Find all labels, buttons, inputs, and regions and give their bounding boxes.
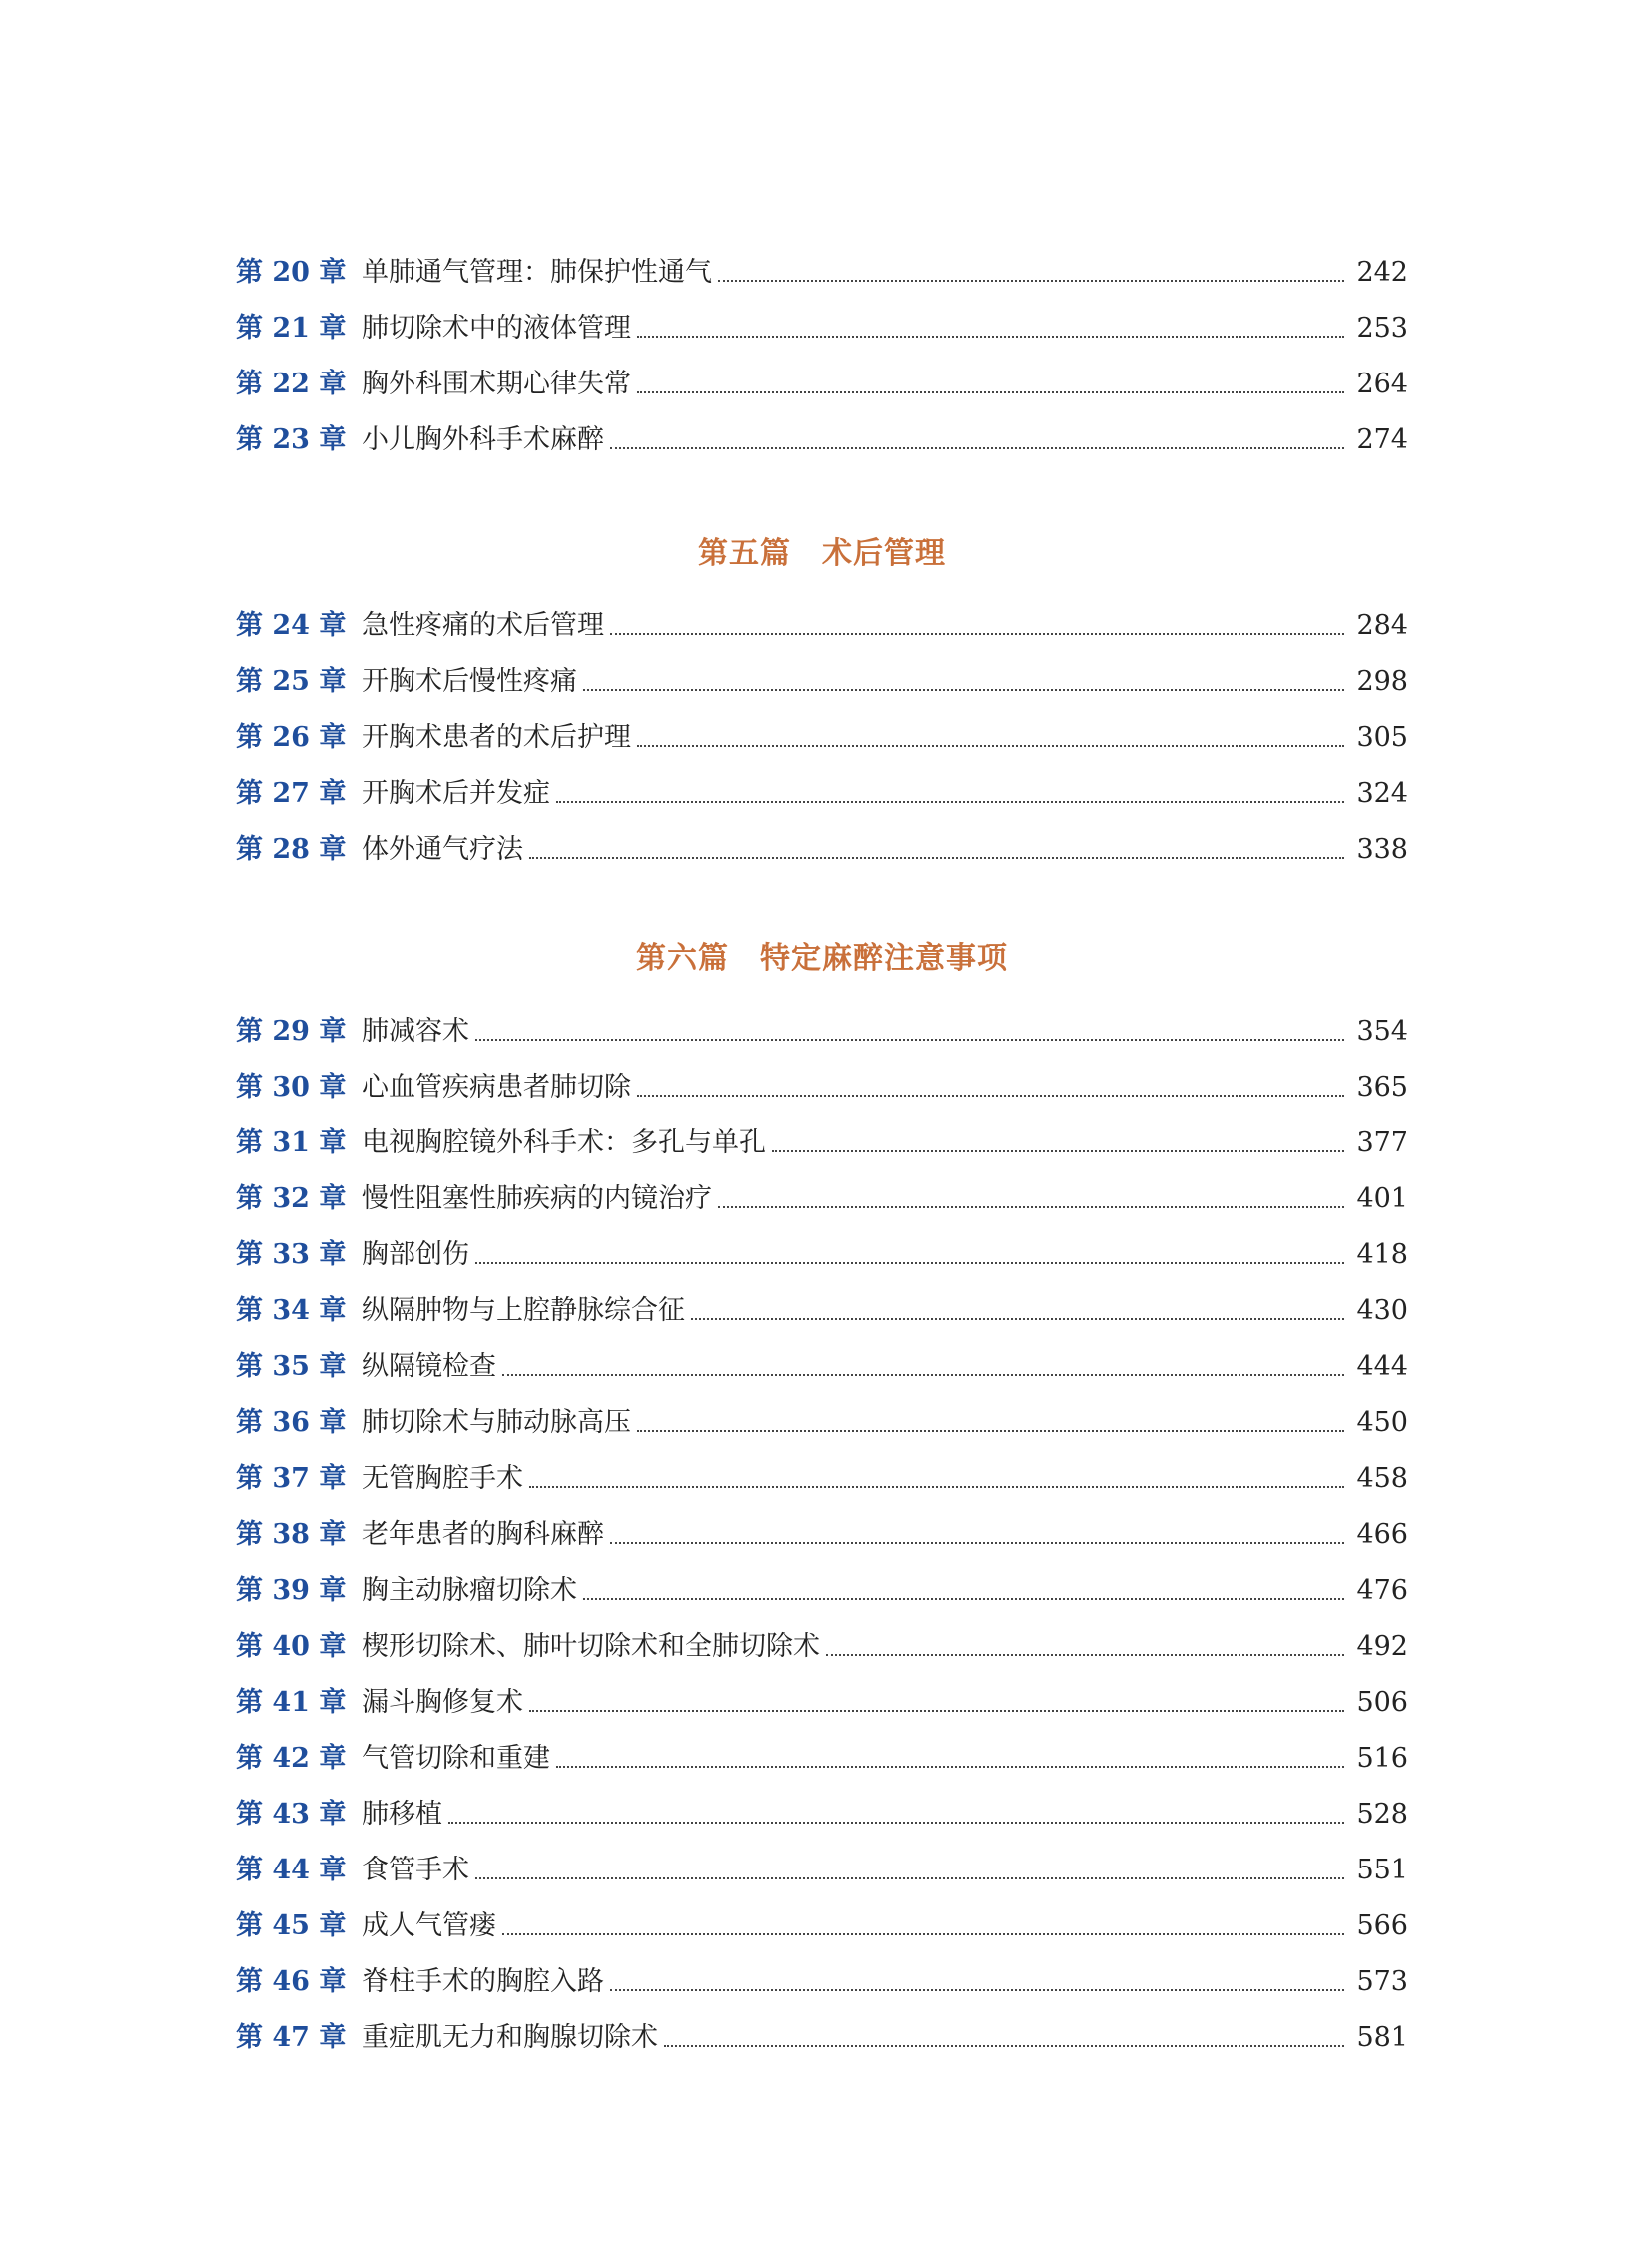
toc-entry[interactable] bbox=[236, 1227, 1408, 1283]
page-number: 506 bbox=[1356, 1687, 1408, 1718]
dot-leader bbox=[664, 2045, 1344, 2047]
page-number: 264 bbox=[1356, 369, 1408, 399]
page-number: 444 bbox=[1356, 1351, 1408, 1382]
dot-leader bbox=[637, 1430, 1344, 1432]
dot-leader bbox=[826, 1654, 1344, 1656]
chapter-number: 第 46 章 bbox=[236, 1966, 347, 1997]
section-title-part6: 第六篇 特定麻醉注意事项 bbox=[636, 941, 1008, 976]
toc-group-part5 bbox=[236, 598, 1408, 878]
page-number: 274 bbox=[1356, 424, 1408, 455]
chapter-title: 慢性阻塞性肺疾病的内镜治疗 bbox=[362, 1183, 712, 1214]
chapter-number: 第 24 章 bbox=[236, 610, 347, 641]
chapter-title: 胸外科围术期心律失常 bbox=[362, 369, 631, 399]
dot-leader bbox=[718, 280, 1344, 282]
dot-leader bbox=[637, 336, 1344, 338]
toc-entry[interactable] bbox=[236, 1675, 1408, 1731]
chapter-title: 肺切除术中的液体管理 bbox=[362, 313, 631, 344]
dot-leader bbox=[475, 1877, 1344, 1879]
chapter-number: 第 42 章 bbox=[236, 1743, 347, 1774]
chapter-number: 第 33 章 bbox=[236, 1239, 347, 1270]
section-title-part5: 第五篇 术后管理 bbox=[698, 536, 946, 571]
page-number: 324 bbox=[1356, 778, 1408, 809]
chapter-title: 脊柱手术的胸腔入路 bbox=[362, 1966, 604, 1997]
dot-leader bbox=[502, 1374, 1344, 1376]
dot-leader bbox=[691, 1318, 1344, 1320]
chapter-title: 成人气管瘘 bbox=[362, 1910, 496, 1941]
page-number: 298 bbox=[1356, 666, 1408, 697]
page-number: 573 bbox=[1356, 1966, 1408, 1997]
toc-entry[interactable] bbox=[236, 1563, 1408, 1619]
dot-leader bbox=[610, 1989, 1344, 1991]
chapter-number: 第 39 章 bbox=[236, 1575, 347, 1606]
page-number: 418 bbox=[1356, 1239, 1408, 1270]
toc-entry[interactable] bbox=[236, 245, 1408, 301]
chapter-title: 开胸术后并发症 bbox=[362, 778, 550, 809]
toc-entry[interactable] bbox=[236, 1731, 1408, 1787]
dot-leader bbox=[583, 1598, 1344, 1600]
chapter-title: 开胸术后慢性疼痛 bbox=[362, 666, 577, 697]
chapter-title: 楔形切除术、肺叶切除术和全肺切除术 bbox=[362, 1631, 820, 1662]
chapter-number: 第 28 章 bbox=[236, 834, 347, 865]
chapter-number: 第 34 章 bbox=[236, 1295, 347, 1326]
dot-leader bbox=[637, 1095, 1344, 1097]
page-number: 338 bbox=[1356, 834, 1408, 865]
toc-entry[interactable] bbox=[236, 654, 1408, 710]
toc-entry[interactable] bbox=[236, 1619, 1408, 1675]
chapter-title: 老年患者的胸科麻醉 bbox=[362, 1519, 604, 1550]
toc-entry[interactable] bbox=[236, 412, 1408, 468]
chapter-number: 第 23 章 bbox=[236, 424, 347, 455]
toc-entry[interactable] bbox=[236, 822, 1408, 878]
dot-leader bbox=[583, 689, 1344, 691]
dot-leader bbox=[529, 857, 1344, 859]
chapter-title: 胸主动脉瘤切除术 bbox=[362, 1575, 577, 1606]
chapter-title: 重症肌无力和胸腺切除术 bbox=[362, 2022, 658, 2053]
dot-leader bbox=[610, 633, 1344, 635]
toc-entry[interactable] bbox=[236, 1507, 1408, 1563]
page-number: 365 bbox=[1356, 1072, 1408, 1103]
dot-leader bbox=[502, 1933, 1344, 1935]
dot-leader bbox=[637, 391, 1344, 393]
page-number: 528 bbox=[1356, 1799, 1408, 1830]
dot-leader bbox=[772, 1150, 1344, 1152]
chapter-title: 食管手术 bbox=[362, 1855, 469, 1885]
page-number: 242 bbox=[1356, 257, 1408, 288]
chapter-number: 第 36 章 bbox=[236, 1407, 347, 1438]
toc-entry[interactable] bbox=[236, 1843, 1408, 1898]
dot-leader bbox=[529, 1710, 1344, 1712]
chapter-number: 第 29 章 bbox=[236, 1016, 347, 1047]
dot-leader bbox=[475, 1039, 1344, 1041]
chapter-number: 第 20 章 bbox=[236, 257, 347, 288]
toc-entry[interactable] bbox=[236, 1283, 1408, 1339]
chapter-title: 胸部创伤 bbox=[362, 1239, 469, 1270]
page-number: 354 bbox=[1356, 1016, 1408, 1047]
page-number: 305 bbox=[1356, 722, 1408, 753]
dot-leader bbox=[556, 1766, 1344, 1768]
chapter-number: 第 25 章 bbox=[236, 666, 347, 697]
chapter-number: 第 47 章 bbox=[236, 2022, 347, 2053]
dot-leader bbox=[610, 447, 1344, 449]
chapter-title: 漏斗胸修复术 bbox=[362, 1687, 523, 1718]
dot-leader bbox=[448, 1822, 1344, 1824]
chapter-title: 心血管疾病患者肺切除 bbox=[362, 1072, 631, 1103]
dot-leader bbox=[637, 745, 1344, 747]
toc-entry[interactable] bbox=[236, 598, 1408, 654]
page-number: 581 bbox=[1356, 2022, 1408, 2053]
page-number: 284 bbox=[1356, 610, 1408, 641]
toc-entry[interactable] bbox=[236, 357, 1408, 412]
toc-entry[interactable] bbox=[236, 1451, 1408, 1507]
toc-entry[interactable] bbox=[236, 1787, 1408, 1843]
toc-entry[interactable] bbox=[236, 1171, 1408, 1227]
dot-leader bbox=[475, 1262, 1344, 1264]
chapter-title: 纵隔肿物与上腔静脉综合征 bbox=[362, 1295, 685, 1326]
chapter-number: 第 22 章 bbox=[236, 369, 347, 399]
toc-entry[interactable] bbox=[236, 301, 1408, 357]
dot-leader bbox=[556, 801, 1344, 803]
toc-entry[interactable] bbox=[236, 1954, 1408, 2010]
page-number: 476 bbox=[1356, 1575, 1408, 1606]
chapter-number: 第 44 章 bbox=[236, 1855, 347, 1885]
toc-entry[interactable] bbox=[236, 2010, 1408, 2066]
chapter-number: 第 31 章 bbox=[236, 1127, 347, 1158]
page-number: 377 bbox=[1356, 1127, 1408, 1158]
chapter-title: 电视胸腔镜外科手术：多孔与单孔 bbox=[362, 1127, 766, 1158]
chapter-title: 纵隔镜检查 bbox=[362, 1351, 496, 1382]
toc-entry[interactable] bbox=[236, 1898, 1408, 1954]
chapter-title: 体外通气疗法 bbox=[362, 834, 523, 865]
page-number: 401 bbox=[1356, 1183, 1408, 1214]
chapter-title: 肺切除术与肺动脉高压 bbox=[362, 1407, 631, 1438]
page-number: 466 bbox=[1356, 1519, 1408, 1550]
dot-leader bbox=[529, 1486, 1344, 1488]
chapter-title: 急性疼痛的术后管理 bbox=[362, 610, 604, 641]
chapter-number: 第 26 章 bbox=[236, 722, 347, 753]
chapter-number: 第 37 章 bbox=[236, 1463, 347, 1494]
toc-entry[interactable] bbox=[236, 1339, 1408, 1395]
page-number: 516 bbox=[1356, 1743, 1408, 1774]
chapter-number: 第 43 章 bbox=[236, 1799, 347, 1830]
page-number: 492 bbox=[1356, 1631, 1408, 1662]
toc-entry[interactable] bbox=[236, 1395, 1408, 1451]
toc-group-continued bbox=[236, 245, 1408, 468]
page-number: 551 bbox=[1356, 1855, 1408, 1885]
chapter-title: 肺减容术 bbox=[362, 1016, 469, 1047]
toc-entry[interactable] bbox=[236, 766, 1408, 822]
chapter-number: 第 35 章 bbox=[236, 1351, 347, 1382]
dot-leader bbox=[718, 1206, 1344, 1208]
chapter-number: 第 41 章 bbox=[236, 1687, 347, 1718]
chapter-title: 开胸术患者的术后护理 bbox=[362, 722, 631, 753]
chapter-number: 第 38 章 bbox=[236, 1519, 347, 1550]
chapter-title: 气管切除和重建 bbox=[362, 1743, 550, 1774]
toc-entry[interactable] bbox=[236, 710, 1408, 766]
toc-entry[interactable] bbox=[236, 1004, 1408, 1060]
page-number: 253 bbox=[1356, 313, 1408, 344]
chapter-number: 第 30 章 bbox=[236, 1072, 347, 1103]
chapter-title: 小儿胸外科手术麻醉 bbox=[362, 424, 604, 455]
chapter-title: 肺移植 bbox=[362, 1799, 442, 1830]
chapter-number: 第 32 章 bbox=[236, 1183, 347, 1214]
toc-entry[interactable] bbox=[236, 1060, 1408, 1116]
page-number: 430 bbox=[1356, 1295, 1408, 1326]
page-number: 450 bbox=[1356, 1407, 1408, 1438]
page-number: 458 bbox=[1356, 1463, 1408, 1494]
chapter-number: 第 21 章 bbox=[236, 313, 347, 344]
chapter-title: 单肺通气管理：肺保护性通气 bbox=[362, 257, 712, 288]
chapter-title: 无管胸腔手术 bbox=[362, 1463, 523, 1494]
page-number: 566 bbox=[1356, 1910, 1408, 1941]
chapter-number: 第 40 章 bbox=[236, 1631, 347, 1662]
chapter-number: 第 27 章 bbox=[236, 778, 347, 809]
chapter-number: 第 45 章 bbox=[236, 1910, 347, 1941]
dot-leader bbox=[610, 1542, 1344, 1544]
toc-entry[interactable] bbox=[236, 1116, 1408, 1171]
toc-group-part6 bbox=[236, 1004, 1408, 2066]
